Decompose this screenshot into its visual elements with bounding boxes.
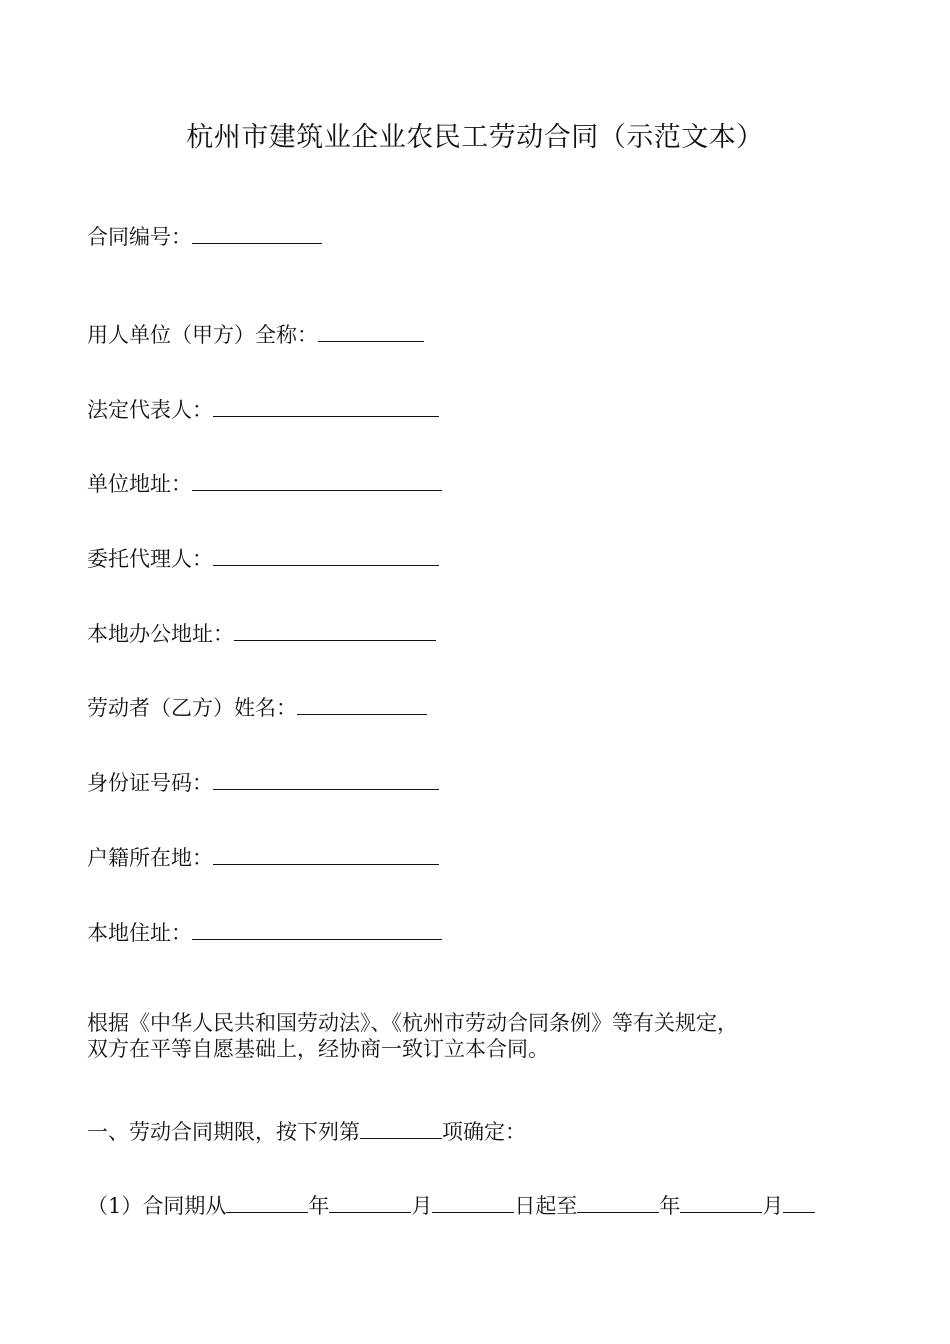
local-address-field — [87, 918, 442, 948]
agent-blank[interactable] — [213, 564, 439, 566]
employer-name-label: 用人单位（甲方）全称： — [87, 323, 318, 347]
employer-address-blank[interactable] — [192, 489, 442, 491]
id-number-label: 身份证号码： — [87, 771, 213, 795]
agent-field — [87, 544, 439, 574]
household-label: 户籍所在地： — [87, 846, 213, 870]
employer-address-label: 单位地址： — [87, 472, 192, 496]
item-1-year-1: 年 — [308, 1194, 330, 1218]
section-1-text-a: 一、劳动合同期限，按下列第 — [87, 1120, 360, 1144]
section-1-heading — [87, 1117, 526, 1147]
local-office-blank[interactable] — [234, 639, 436, 641]
household-field — [87, 843, 439, 873]
agent-label: 委托代理人： — [87, 547, 213, 571]
start-month-blank[interactable] — [329, 1211, 411, 1213]
item-1-day-1: 日起至 — [514, 1194, 578, 1218]
id-number-blank[interactable] — [213, 788, 439, 790]
local-office-field — [87, 619, 436, 649]
legal-representative-label: 法定代表人： — [87, 398, 213, 422]
employer-name-field — [87, 320, 424, 350]
worker-name-field — [87, 693, 427, 723]
end-month-blank[interactable] — [680, 1211, 762, 1213]
intro-line-2: 双方在平等自愿基础上，经协商一致订立本合同。 — [87, 1037, 549, 1061]
contract-number-label: 合同编号： — [87, 225, 192, 249]
legal-representative-field — [87, 395, 439, 425]
section-1-text-b: 项确定： — [442, 1120, 526, 1144]
contract-number-blank[interactable] — [192, 242, 322, 244]
contract-number-field — [87, 222, 322, 252]
id-number-field — [87, 768, 439, 798]
section-1-blank[interactable] — [360, 1137, 442, 1139]
worker-name-label: 劳动者（乙方）姓名： — [87, 696, 297, 720]
item-1-month-1: 月 — [411, 1194, 433, 1218]
local-address-label: 本地住址： — [87, 921, 192, 945]
item-1-month-2: 月 — [762, 1194, 784, 1218]
page-title: 杭州市建筑业企业农民工劳动合同（示范文本） — [186, 122, 764, 153]
start-year-blank[interactable] — [226, 1211, 308, 1213]
intro-line-1: 根据《中华人民共和国劳动法》、《杭州市劳动合同条例》等有关规定， — [87, 1011, 738, 1035]
end-year-blank[interactable] — [577, 1211, 659, 1213]
household-blank[interactable] — [213, 863, 439, 865]
end-day-blank[interactable] — [783, 1211, 815, 1213]
employer-name-blank[interactable] — [318, 340, 424, 342]
start-day-blank[interactable] — [432, 1211, 514, 1213]
worker-name-blank[interactable] — [297, 713, 427, 715]
legal-representative-blank[interactable] — [213, 415, 439, 417]
local-address-blank[interactable] — [192, 938, 442, 940]
local-office-label: 本地办公地址： — [87, 622, 234, 646]
employer-address-field — [87, 469, 442, 499]
item-1-prefix: （1）合同期从 — [87, 1194, 227, 1218]
intro-paragraph — [87, 1010, 867, 1062]
item-1-line — [87, 1191, 815, 1221]
item-1-year-2: 年 — [659, 1194, 681, 1218]
